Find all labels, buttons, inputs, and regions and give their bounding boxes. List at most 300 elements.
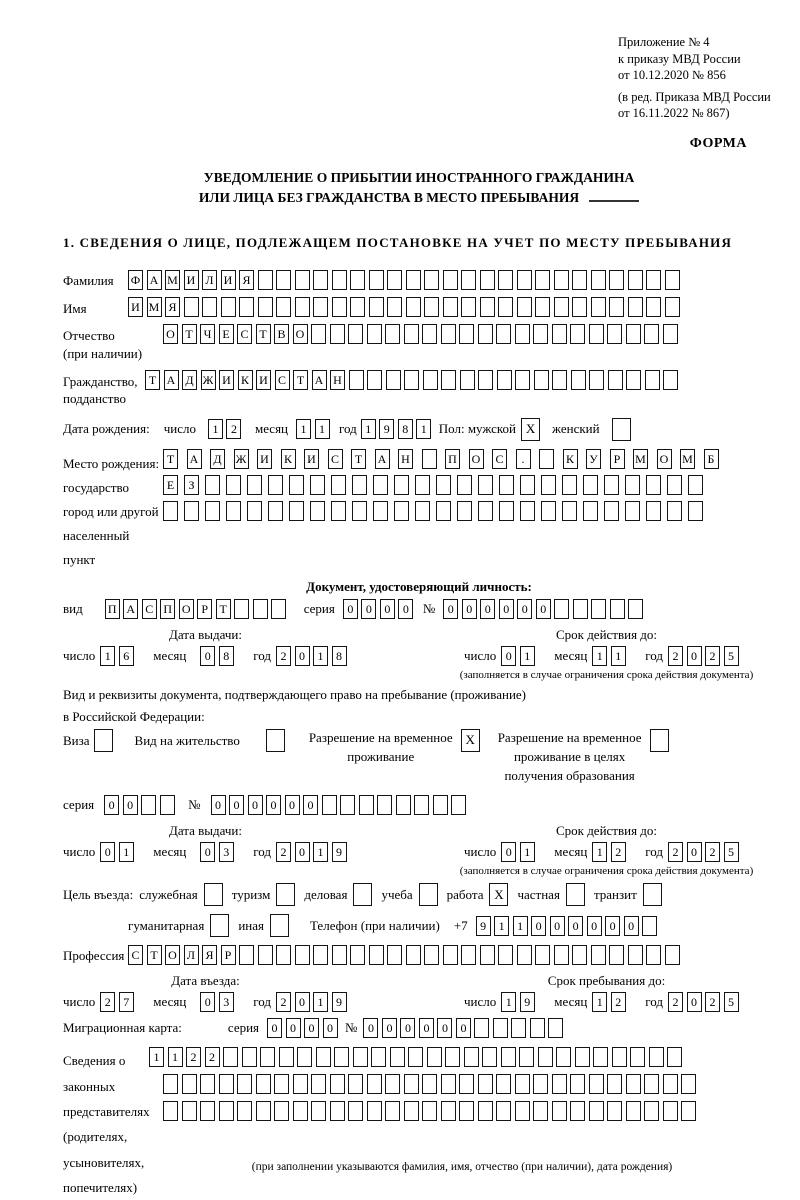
char-cell: [498, 945, 513, 965]
char-cell: [644, 1101, 659, 1121]
char-cell: 2: [226, 419, 241, 439]
char-cell: [404, 370, 419, 390]
iddoc-issue-day: [100, 646, 137, 666]
char-cell: [310, 475, 325, 495]
residence-doc-options: [63, 729, 775, 786]
char-cell: Е: [219, 324, 234, 344]
char-cell: [313, 270, 328, 290]
char-cell: [141, 795, 156, 815]
year-label: год: [339, 421, 357, 437]
char-cell: К: [563, 449, 578, 469]
valid-heading: Срок действия до:: [555, 823, 658, 839]
document-requisites: [618, 34, 775, 122]
char-cell: М: [633, 449, 648, 469]
char-cell: 1: [520, 646, 535, 666]
char-cell: [332, 297, 347, 317]
char-cell: [276, 945, 291, 965]
citizenship-row: [63, 370, 775, 408]
char-cell: [293, 1074, 308, 1094]
char-cell: [591, 270, 606, 290]
char-cell: 2: [668, 992, 683, 1012]
char-cell: 0: [267, 1018, 282, 1038]
char-cell: [626, 1074, 641, 1094]
char-cell: О: [293, 324, 308, 344]
temp-residence-edu-option: [498, 729, 669, 786]
char-cell: 9: [379, 419, 394, 439]
char-cell: [646, 475, 661, 495]
char-cell: 2: [705, 992, 720, 1012]
char-cell: О: [469, 449, 484, 469]
char-cell: [482, 1047, 497, 1067]
char-cell: [480, 945, 495, 965]
char-cell: 0: [123, 795, 138, 815]
char-cell: 0: [285, 795, 300, 815]
legal-reps-cells-row2: [163, 1074, 775, 1094]
char-cell: [667, 475, 682, 495]
char-cell: [237, 1101, 252, 1121]
char-cell: [424, 270, 439, 290]
char-cell: [385, 1101, 400, 1121]
purpose-row-1: [63, 883, 775, 906]
char-cell: [607, 1101, 622, 1121]
stay-until-heading: Срок пребывания до:: [547, 973, 666, 989]
char-cell: [461, 945, 476, 965]
char-cell: 2: [668, 842, 683, 862]
char-cell: [478, 370, 493, 390]
char-cell: [394, 475, 409, 495]
day-label: число: [63, 647, 96, 663]
char-cell: В: [274, 324, 289, 344]
char-cell: Я: [202, 945, 217, 965]
year-label: год: [645, 994, 664, 1010]
birthplace-cells-row3: [163, 501, 775, 521]
char-cell: П: [160, 599, 175, 619]
char-cell: [554, 945, 569, 965]
char-cell: [589, 370, 604, 390]
char-cell: [570, 324, 585, 344]
char-cell: [498, 297, 513, 317]
char-cell: [443, 297, 458, 317]
char-cell: [628, 270, 643, 290]
char-cell: [607, 324, 622, 344]
char-cell: 0: [382, 1018, 397, 1038]
iddoc-issue-col: [63, 627, 438, 681]
char-cell: [511, 1018, 526, 1038]
residence-doc-text-2: в Российской Федерации:: [63, 708, 205, 724]
char-cell: [663, 1074, 678, 1094]
char-cell: [408, 1047, 423, 1067]
char-cell: 1: [168, 1047, 183, 1067]
char-cell: [424, 945, 439, 965]
char-cell: [226, 501, 241, 521]
char-cell: Е: [163, 475, 178, 495]
char-cell: [642, 916, 657, 936]
patronymic-row: [63, 324, 775, 362]
birthplace-block: [63, 449, 775, 572]
temp-residence-edu-label: Разрешение на временное проживание в целях получения образования: [497, 729, 642, 783]
year-label: год: [645, 844, 664, 860]
char-cell: [688, 475, 703, 495]
issue-heading: Дата выдачи:: [168, 823, 242, 839]
char-cell: [589, 1074, 604, 1094]
char-cell: 0: [200, 992, 215, 1012]
char-cell: 1: [313, 646, 328, 666]
resdoc-seriya-label: серия: [63, 797, 95, 813]
purpose-checkbox: [566, 883, 585, 906]
char-cell: [332, 270, 347, 290]
char-cell: 0: [229, 795, 244, 815]
char-cell: [644, 324, 659, 344]
char-cell: [478, 501, 493, 521]
char-cell: [628, 297, 643, 317]
iddoc-valid-year: [668, 646, 742, 666]
purpose-option: частная: [517, 883, 584, 906]
month-label: месяц: [554, 994, 588, 1010]
char-cell: 1: [149, 1047, 164, 1067]
char-cell: [433, 795, 448, 815]
validity-note: (заполняется в случае ограничения срока действия документа): [459, 865, 754, 878]
char-cell: 0: [248, 795, 263, 815]
char-cell: [332, 945, 347, 965]
char-cell: [369, 945, 384, 965]
char-cell: [457, 475, 472, 495]
char-cell: 0: [480, 599, 495, 619]
char-cell: [520, 475, 535, 495]
char-cell: 1: [296, 419, 311, 439]
char-cell: [406, 297, 421, 317]
char-cell: А: [312, 370, 327, 390]
purpose-option: служебная: [139, 883, 223, 906]
residence-doc-text-1: Вид и реквизиты документа, подтверждающего право на пребывание (проживание): [63, 686, 527, 702]
char-cell: 0: [419, 1018, 434, 1038]
char-cell: 3: [219, 992, 234, 1012]
char-cell: 0: [266, 795, 281, 815]
day-label: число: [63, 994, 96, 1010]
sex-female-checkbox: [612, 418, 631, 441]
purpose-option: туризм: [232, 883, 296, 906]
resdoc-serial-row: [63, 795, 775, 815]
char-cell: [422, 1074, 437, 1094]
char-cell: [499, 475, 514, 495]
char-cell: [160, 795, 175, 815]
char-cell: [681, 1101, 696, 1121]
char-cell: [424, 297, 439, 317]
title-line-2: ИЛИ ЛИЦА БЕЗ ГРАЖДАНСТВА В МЕСТО ПРЕБЫВАНИЯ: [63, 188, 775, 209]
residence-permit-checkbox: [266, 729, 285, 752]
char-cell: Т: [216, 599, 231, 619]
citizenship-label: Гражданство, подданство: [63, 373, 138, 407]
char-cell: [436, 501, 451, 521]
char-cell: [608, 370, 623, 390]
char-cell: 2: [100, 992, 115, 1012]
char-cell: Т: [163, 449, 178, 469]
month-label: месяц: [153, 994, 187, 1010]
char-cell: [496, 1074, 511, 1094]
char-cell: 0: [550, 916, 565, 936]
char-cell: [572, 297, 587, 317]
char-cell: [533, 1074, 548, 1094]
char-cell: [445, 1047, 460, 1067]
char-cell: 2: [276, 992, 291, 1012]
char-cell: [239, 297, 254, 317]
char-cell: 2: [611, 992, 626, 1012]
char-cell: 1: [313, 842, 328, 862]
char-cell: [415, 501, 430, 521]
char-cell: 2: [205, 1047, 220, 1067]
char-cell: [667, 501, 682, 521]
char-cell: [256, 1074, 271, 1094]
char-cell: 0: [295, 842, 310, 862]
char-cell: С: [142, 599, 157, 619]
char-cell: М: [165, 270, 180, 290]
char-cell: [350, 297, 365, 317]
char-cell: [221, 297, 236, 317]
char-cell: [628, 945, 643, 965]
char-cell: [316, 1047, 331, 1067]
year-label: год: [645, 647, 664, 663]
char-cell: П: [445, 449, 460, 469]
char-cell: 2: [705, 646, 720, 666]
char-cell: 0: [361, 599, 376, 619]
char-cell: 0: [462, 599, 477, 619]
char-cell: [534, 370, 549, 390]
phone-label: Телефон (при наличии): [309, 917, 440, 933]
purpose-option: гуманитарная: [128, 914, 229, 937]
char-cell: [234, 599, 249, 619]
char-cell: [219, 1074, 234, 1094]
char-cell: [311, 1101, 326, 1121]
char-cell: [441, 324, 456, 344]
char-cell: [247, 475, 262, 495]
char-cell: О: [165, 945, 180, 965]
month-label: месяц: [153, 647, 187, 663]
char-cell: [530, 1018, 545, 1038]
char-cell: 0: [536, 599, 551, 619]
char-cell: 8: [332, 646, 347, 666]
char-cell: 0: [398, 599, 413, 619]
char-cell: [665, 270, 680, 290]
char-cell: [589, 324, 604, 344]
resdoc-valid-day: [501, 842, 538, 862]
char-cell: [289, 475, 304, 495]
char-cell: С: [275, 370, 290, 390]
year-label: год: [253, 647, 272, 663]
char-cell: [352, 475, 367, 495]
char-cell: 0: [380, 599, 395, 619]
char-cell: 9: [332, 992, 347, 1012]
char-cell: [352, 501, 367, 521]
char-cell: [427, 1047, 442, 1067]
char-cell: [539, 449, 554, 469]
purpose-option: деловая: [304, 883, 372, 906]
char-cell: [423, 370, 438, 390]
char-cell: [163, 1074, 178, 1094]
char-cell: З: [184, 475, 199, 495]
char-cell: [367, 370, 382, 390]
char-cell: [562, 501, 577, 521]
phone-cells: [476, 916, 661, 936]
iddoc-valid-col: [438, 627, 775, 681]
char-cell: И: [184, 270, 199, 290]
char-cell: [461, 297, 476, 317]
char-cell: [350, 945, 365, 965]
requisite-line: от 10.12.2020 № 856: [618, 68, 726, 82]
purpose-option: работа X: [447, 883, 509, 906]
char-cell: 0: [687, 842, 702, 862]
char-cell: Н: [330, 370, 345, 390]
char-cell: 0: [304, 1018, 319, 1038]
char-cell: 5: [724, 842, 739, 862]
char-cell: [515, 370, 530, 390]
char-cell: 1: [361, 419, 376, 439]
visa-option: [63, 729, 113, 752]
temp-residence-edu-checkbox: [650, 729, 669, 752]
requisite-line: Приложение № 4: [618, 35, 710, 49]
char-cell: [295, 945, 310, 965]
birthdate-label: Дата рождения:: [63, 421, 150, 437]
char-cell: И: [219, 370, 234, 390]
char-cell: [406, 270, 421, 290]
char-cell: 0: [501, 842, 516, 862]
char-cell: Ф: [128, 270, 143, 290]
purpose-option: транзит: [594, 883, 662, 906]
char-cell: [350, 270, 365, 290]
firstname-label: Имя: [63, 300, 87, 316]
char-cell: 0: [687, 646, 702, 666]
char-cell: [625, 475, 640, 495]
resdoc-dates: [63, 823, 775, 877]
char-cell: [184, 501, 199, 521]
char-cell: [541, 475, 556, 495]
purpose-checkbox: X: [489, 883, 508, 906]
char-cell: [538, 1047, 553, 1067]
char-cell: [478, 1074, 493, 1094]
validity-note: (заполняется в случае ограничения срока действия документа): [459, 668, 754, 681]
surname-label: Фамилия: [63, 273, 114, 289]
char-cell: 3: [219, 842, 234, 862]
migration-card-row: [63, 1018, 775, 1038]
char-cell: 0: [323, 1018, 338, 1038]
char-cell: [496, 1101, 511, 1121]
char-cell: [377, 795, 392, 815]
legal-reps-block: [63, 1045, 775, 1200]
char-cell: [630, 1047, 645, 1067]
char-cell: [570, 1101, 585, 1121]
char-cell: [451, 795, 466, 815]
char-cell: И: [221, 270, 236, 290]
char-cell: [480, 270, 495, 290]
requisite-line: к приказу МВД России: [618, 51, 741, 66]
char-cell: 0: [211, 795, 226, 815]
char-cell: [414, 795, 429, 815]
char-cell: [493, 1018, 508, 1038]
char-cell: [459, 1101, 474, 1121]
issue-heading: Дата выдачи:: [168, 626, 242, 642]
char-cell: 1: [513, 916, 528, 936]
char-cell: 2: [276, 646, 291, 666]
char-cell: Я: [239, 270, 254, 290]
profession-label: Профессия: [63, 947, 125, 963]
char-cell: 0: [605, 916, 620, 936]
valid-heading: Срок действия до:: [555, 626, 658, 642]
phone-prefix: +7: [453, 917, 468, 933]
birthdate-row: [63, 418, 775, 441]
profession-cells: [128, 945, 683, 965]
iddoc-issue-year: [276, 646, 350, 666]
profession-row: [63, 945, 775, 965]
entry-year: [276, 992, 350, 1012]
char-cell: [535, 297, 550, 317]
birth-day-cells: [208, 419, 245, 439]
purpose-checkbox: [270, 914, 289, 937]
purpose-option: иная: [238, 914, 289, 937]
char-cell: [274, 1101, 289, 1121]
char-cell: [422, 324, 437, 344]
char-cell: 0: [499, 599, 514, 619]
char-cell: [457, 501, 472, 521]
char-cell: [562, 475, 577, 495]
iddoc-issue-month: [200, 646, 237, 666]
identity-doc-row: [63, 599, 775, 619]
char-cell: [247, 501, 262, 521]
char-cell: [533, 1101, 548, 1121]
char-cell: [591, 297, 606, 317]
char-cell: [404, 1101, 419, 1121]
char-cell: [322, 795, 337, 815]
birth-year-cells: [361, 419, 435, 439]
char-cell: [182, 1101, 197, 1121]
char-cell: [572, 945, 587, 965]
char-cell: [330, 324, 345, 344]
char-cell: Р: [610, 449, 625, 469]
month-label: месяц: [153, 844, 187, 860]
char-cell: 1: [611, 646, 626, 666]
char-cell: [367, 1101, 382, 1121]
char-cell: [219, 1101, 234, 1121]
char-cell: [478, 324, 493, 344]
char-cell: [464, 1047, 479, 1067]
char-cell: [554, 270, 569, 290]
char-cell: [369, 270, 384, 290]
char-cell: [394, 501, 409, 521]
purpose-checkbox: [204, 883, 223, 906]
char-cell: Н: [398, 449, 413, 469]
char-cell: [645, 370, 660, 390]
purpose-option: учеба: [381, 883, 437, 906]
char-cell: [496, 324, 511, 344]
char-cell: [478, 475, 493, 495]
char-cell: [313, 297, 328, 317]
char-cell: [515, 1101, 530, 1121]
char-cell: [390, 1047, 405, 1067]
char-cell: 1: [313, 992, 328, 1012]
char-cell: [295, 297, 310, 317]
char-cell: 0: [303, 795, 318, 815]
char-cell: А: [123, 599, 138, 619]
doc-number-label: №: [422, 600, 436, 616]
char-cell: 0: [587, 916, 602, 936]
identity-doc-heading: Документ, удостоверяющий личность:: [306, 578, 532, 594]
char-cell: 1: [416, 419, 431, 439]
day-label: число: [464, 647, 497, 663]
char-cell: [443, 945, 458, 965]
char-cell: [297, 1047, 312, 1067]
char-cell: 2: [611, 842, 626, 862]
char-cell: О: [163, 324, 178, 344]
doc-number-cells: [443, 599, 647, 619]
char-cell: [256, 1101, 271, 1121]
migration-card-label: Миграционная карта:: [63, 1020, 182, 1036]
